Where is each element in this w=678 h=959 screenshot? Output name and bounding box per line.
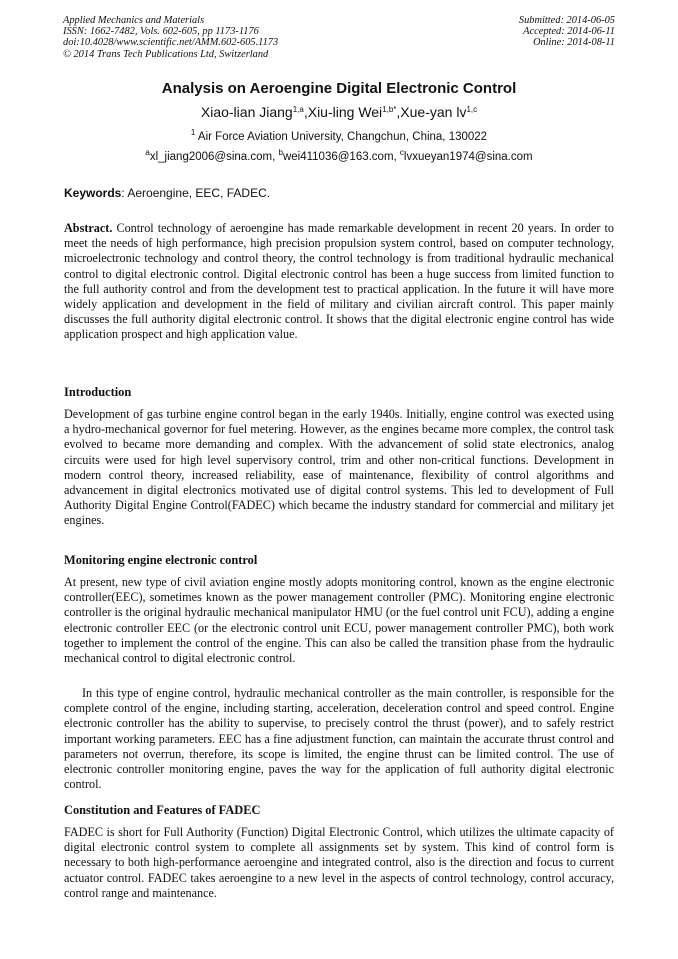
author-name: Xue-yan lv xyxy=(400,104,467,120)
fadec-paragraph: FADEC is short for Full Authority (Function) Digital Electronic Control, which utilizes the ultimate capacity of digital electronic control system to complete all assignments set by system. This kind of control form is necessary to both high-performance aeroengine and integrated control, also is the direction and focus to current actuator control. FADEC takes aeroengine to a new level in the aspects of control technology, control accuracy, control range and maintenance. xyxy=(64,825,614,900)
email-superscript: b xyxy=(278,148,283,157)
introduction-paragraph: Development of gas turbine engine control began in the early 1940s. Initially, engine control was exected using a hydro-mechanical governor for fuel metering. However, as the engines became more complex, the control task evolved to became more demanding and complex. With the advancement of solid state electronics, analog circuits were used for high level supervisory control, trim and other non-critical functions. Development in modern control theory, increased reliability, ease of maintenance, flexibility of control algorithms and advancement in digital electronics motivated use of digital control systems. This led to development of Full Authority Digital Engine Control(FADEC) which became the industry standard for commercial and military jet engines. xyxy=(64,407,614,528)
journal-header-right xyxy=(519,15,615,49)
author-superscript: 1,c xyxy=(466,105,478,114)
keywords-text: : Aeroengine, EEC, FADEC. xyxy=(121,186,271,200)
email-superscript: a xyxy=(145,148,150,157)
abstract xyxy=(64,221,614,343)
author-superscript: 1,b* xyxy=(382,105,397,114)
email-separator: , xyxy=(272,151,279,163)
journal-header-left xyxy=(63,15,278,60)
section-heading-introduction: Introduction xyxy=(64,385,132,399)
section-heading-fadec: Constitution and Features of FADEC xyxy=(64,803,261,817)
author-superscript: 1,a xyxy=(292,105,304,114)
paper-title: Analysis on Aeroengine Digital Electronic Control xyxy=(161,80,517,97)
doi-line: doi:10.4028/www.scientific.net/AMM.602-605.1173 xyxy=(63,37,279,49)
affiliation xyxy=(0,130,678,145)
email-address: lvxueyan1974@sina.com xyxy=(403,151,533,163)
affiliation-text: Air Force Aviation University, Changchun, China, 130022 xyxy=(195,131,488,143)
author-separator: , xyxy=(303,104,308,120)
journal-name: Applied Mechanics and Materials xyxy=(63,15,205,26)
abstract-label: Abstract. xyxy=(64,221,113,235)
email-superscript: c xyxy=(399,148,404,157)
author-name: Xiao-lian Jiang xyxy=(200,104,293,120)
submitted-date: Submitted: 2014-06-05 xyxy=(518,15,615,26)
section-heading-monitoring: Monitoring engine electronic control xyxy=(64,553,258,567)
keywords xyxy=(64,186,616,201)
author-name: Xiu-ling Wei xyxy=(307,104,383,120)
online-date: Online: 2014-08-11 xyxy=(532,37,615,49)
monitoring-paragraph-2: In this type of engine control, hydraulic mechanical controller as the main controller, is responsible for the complete control of the engine, including starting, acceleration, deceleration control and speed control. Engine electronic controller has the ability to supervise, to precisely control the thrust (power), and to safely restrict important working parameters. EEC has a fine adjustment function, can maintain the accurate thrust control and parameters not overrun, therefore, its scope is limited, the engine thrust can be limited control. The use of electronic controller monitoring engine, paves the way for the application of full authority digital electronic control. xyxy=(64,686,614,792)
email-address: wei411036@163.com xyxy=(282,151,394,163)
abstract-text: Control technology of aeroengine has made remarkable development in recent 20 years. In order to meet the needs of high performance, high precision propulsion system control, based on computer technology, microelectronic technology and control theory, the control technology is from traditional hydraulic mechanical control to digital electronic control. Digital electronic control has been a huge success from limited function to the full authority control and from the development test to practical application. In the future it will have more widely application and development in the field of military and civilian aircraft control. This paper mainly discusses the full authority digital electronic control. It shows that the digital electronic engine control has wide application prospect and high application value. xyxy=(64,221,614,342)
keywords-label: Keywords xyxy=(64,186,122,200)
author-separator: , xyxy=(396,104,401,120)
copyright-line: © 2014 Trans Tech Publications Ltd, Switzerland xyxy=(63,48,269,60)
email-address: xl_jiang2006@sina.com xyxy=(149,151,273,163)
email-list xyxy=(0,150,678,165)
author-list xyxy=(0,103,678,121)
monitoring-paragraph-1: At present, new type of civil aviation engine mostly adopts monitoring control, known as the engine electronic controller(EEC), sometimes known as the power management controller (PMC). Monitoring engine electronic controller is the original hydraulic mechanical manipulator HMU (or the fuel control unit FCU), adding a engine electronic controller EEC (or the electronic control unit ECU, power management controller PMC), both work together to implement the control of the engine. This can also be called the transition phase from the hydraulic mechanical control to digital electronic control. xyxy=(64,575,614,666)
issn-line: ISSN: 1662-7482, Vols. 602-605, pp 1173-1176 xyxy=(63,26,259,38)
accepted-date: Accepted: 2014-06-11 xyxy=(523,26,615,38)
affiliation-superscript: 1 xyxy=(190,128,196,137)
email-separator: , xyxy=(393,151,400,163)
